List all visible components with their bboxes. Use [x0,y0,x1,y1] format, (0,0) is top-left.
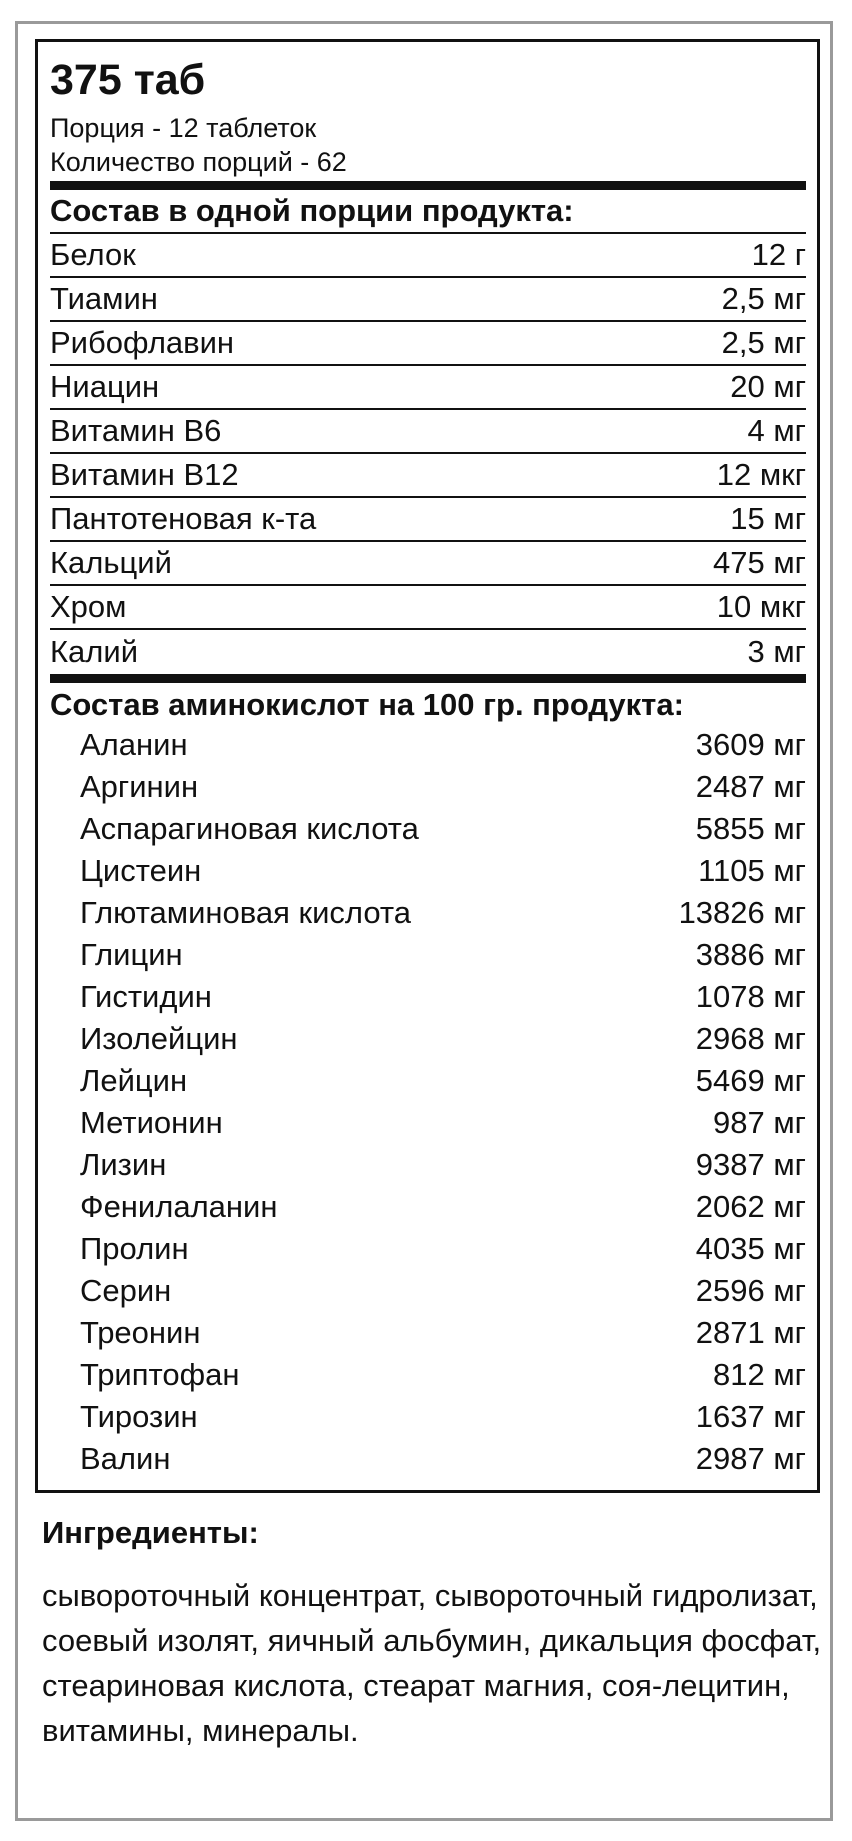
amino-value: 13826 мг [678,895,806,930]
amino-name: Цистеин [80,853,202,888]
nutrient-row [50,366,806,410]
nutrient-value: 4 мг [747,413,806,448]
amino-list [50,724,806,1480]
ingredients-heading: Ингредиенты: [42,1515,259,1550]
nutrient-value: 475 мг [713,545,806,580]
amino-row [50,892,806,934]
amino-value: 9387 мг [695,1147,806,1182]
amino-row [50,1312,806,1354]
amino-value: 5855 мг [695,811,806,846]
nutrient-name: Хром [50,589,127,624]
amino-row [50,1060,806,1102]
nutrient-name: Тиамин [50,281,158,316]
amino-row [50,850,806,892]
amino-value: 3609 мг [695,727,806,762]
nutrient-row [50,498,806,542]
servings-count: Количество порций - 62 [50,147,347,177]
amino-value: 2871 мг [695,1315,806,1350]
nutrient-name: Витамин В12 [50,457,239,492]
nutrient-value: 3 мг [747,634,806,669]
amino-row [50,724,806,766]
package-title: 375 таб [50,56,206,104]
amino-name: Триптофан [80,1357,240,1392]
amino-name: Серин [80,1273,172,1308]
amino-heading: Состав аминокислот на 100 гр. продукта: [50,687,684,722]
ingredients-text: сывороточный концентрат, сывороточный гидролизат, соевый изолят, яичный альбумин, дикальция фосфат, стеариновая кислота, стеарат магния, соя-лецитин, витамины, минералы. [42,1578,822,1748]
amino-name: Гистидин [80,979,212,1014]
nutrient-row [50,630,806,674]
amino-value: 2487 мг [695,769,806,804]
nutrient-row [50,410,806,454]
amino-name: Изолейцин [80,1021,238,1056]
nutrient-value: 2,5 мг [721,281,806,316]
nutrient-value: 10 мкг [716,589,806,624]
amino-value: 2987 мг [695,1441,806,1476]
nutrient-name: Кальций [50,545,172,580]
divider-thick [50,674,806,683]
amino-row [50,1438,806,1480]
amino-value: 5469 мг [695,1063,806,1098]
nutrient-row [50,234,806,278]
amino-value: 812 мг [713,1357,806,1392]
nutrient-name: Ниацин [50,369,160,404]
amino-name: Аланин [80,727,188,762]
nutrient-row [50,586,806,630]
amino-name: Аргинин [80,769,199,804]
amino-row [50,1102,806,1144]
divider-thick [50,181,806,190]
nutrient-name: Пантотеновая к-та [50,501,317,536]
serving-size: Порция - 12 таблеток [50,113,317,143]
amino-value: 2968 мг [695,1021,806,1056]
amino-row [50,1396,806,1438]
amino-value: 1105 мг [698,853,806,888]
nutrient-row [50,542,806,586]
amino-name: Аспарагиновая кислота [80,811,419,846]
nutrient-value: 2,5 мг [721,325,806,360]
amino-value: 4035 мг [695,1231,806,1266]
amino-name: Лизин [80,1147,167,1182]
nutrition-list [50,234,806,674]
nutrient-row [50,278,806,322]
nutrition-heading: Состав в одной порции продукта: [50,190,806,234]
nutrient-value: 20 мг [730,369,806,404]
amino-value: 3886 мг [695,937,806,972]
amino-row [50,934,806,976]
amino-name: Метионин [80,1105,223,1140]
amino-value: 2062 мг [695,1189,806,1224]
nutrient-value: 15 мг [730,501,806,536]
amino-row [50,1018,806,1060]
nutrient-value: 12 мкг [716,457,806,492]
amino-row [50,1228,806,1270]
nutrient-value: 12 г [751,237,806,272]
amino-row [50,808,806,850]
amino-row [50,976,806,1018]
amino-value: 1637 мг [695,1399,806,1434]
amino-row [50,1354,806,1396]
amino-name: Глицин [80,937,183,972]
amino-name: Глютаминовая кислота [80,895,412,930]
amino-name: Лейцин [80,1063,188,1098]
nutrient-name: Калий [50,634,139,669]
nutrient-name: Витамин В6 [50,413,222,448]
ingredients-section [42,1513,822,1753]
amino-row [50,766,806,808]
amino-value: 2596 мг [695,1273,806,1308]
amino-value: 987 мг [713,1105,806,1140]
nutrient-row [50,322,806,366]
amino-row [50,1144,806,1186]
amino-row [50,1186,806,1228]
amino-name: Тирозин [80,1399,198,1434]
amino-value: 1078 мг [695,979,806,1014]
nutrient-name: Белок [50,237,136,272]
amino-name: Фенилаланин [80,1189,278,1224]
amino-name: Пролин [80,1231,189,1266]
amino-name: Треонин [80,1315,201,1350]
nutrient-row [50,454,806,498]
amino-row [50,1270,806,1312]
amino-name: Валин [80,1441,171,1476]
nutrition-facts-panel [35,39,820,1493]
nutrient-name: Рибофлавин [50,325,235,360]
